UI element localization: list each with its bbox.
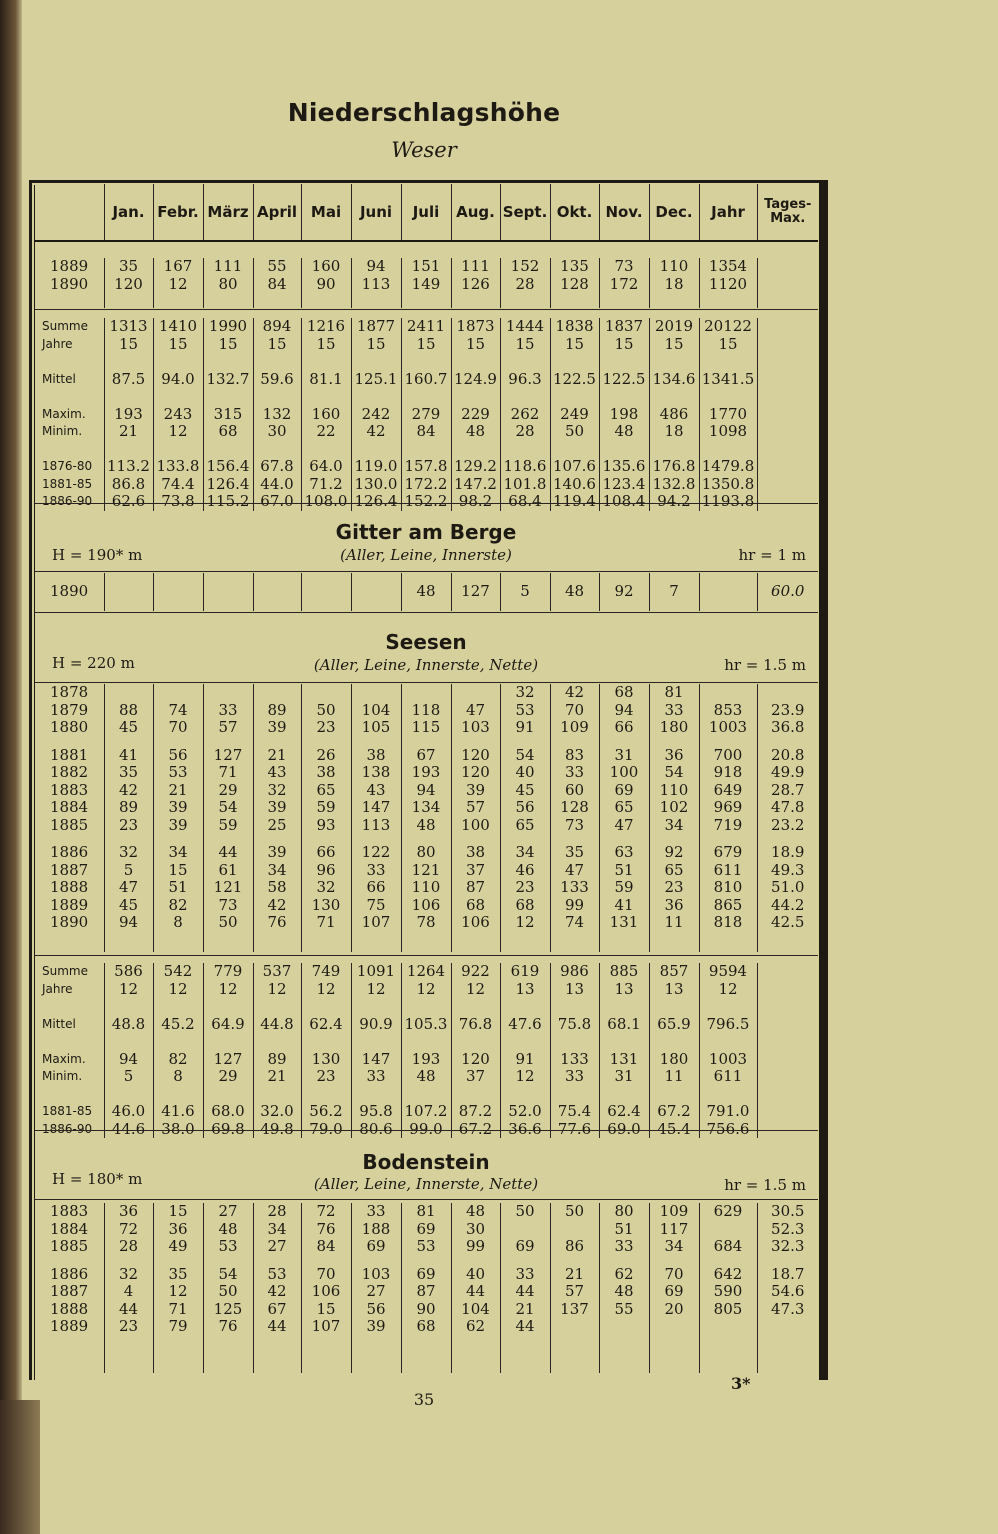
- seesen-cell: 56 53 21 39 39: [168, 745, 188, 834]
- divider: [34, 955, 818, 956]
- seesen-cell: 34 15 51 82 8: [168, 843, 188, 931]
- seesen-cell: 81 33 180: [659, 683, 689, 736]
- seesen-cell: 853 1003: [708, 700, 748, 736]
- seesen-stat-cell: 586 12 48.8 94 5 46.0 44.6: [111, 962, 146, 1138]
- seesen-cell: 74 70: [168, 700, 188, 736]
- header-mar: März: [203, 184, 253, 241]
- gitter-tagesmax: 60.0: [771, 582, 805, 601]
- seesen-cell: 35 47 133 99 74: [560, 843, 589, 931]
- bodenstein-cell: 50 69: [515, 1202, 535, 1255]
- gitter-cell: 48: [564, 582, 585, 601]
- book-spine-corner: [0, 1400, 40, 1534]
- weser-year-labels: 1889: [50, 257, 89, 275]
- seesen-cell: 67 193 94 134 48: [411, 745, 441, 834]
- weser-cell: 167 12: [163, 257, 193, 293]
- bodenstein-section-header: [34, 1140, 818, 1200]
- weser-stat-cell: 1837 15 122.5 198 48 135.6 123.4 108.4: [602, 317, 646, 510]
- seesen-stat-cell: 1091 12 90.9 147 33 95.8 80.6: [356, 962, 396, 1138]
- bodenstein-years: [34, 1203, 818, 1373]
- seesen-cell: 700 918 649 969 719: [713, 745, 743, 834]
- weser-stat-cell: 2411 15 160.7 279 84 157.8 172.2 152.2: [404, 317, 448, 510]
- weser-stat-cell: 1216 15 81.1 160 22 64.0 71.2 108.0: [304, 317, 348, 510]
- weser-cell: 110 18: [659, 257, 689, 293]
- gitter-rivers: (Aller, Leine, Innerste): [340, 546, 512, 564]
- gitter-year: 1890: [50, 582, 89, 601]
- page-number: 35: [413, 1390, 435, 1409]
- seesen-stat-cell: 986 13 75.8 133 33 75.4 77.6: [557, 962, 592, 1138]
- bodenstein-hr: hr = 1.5 m: [724, 1176, 806, 1194]
- header-nov: Nov.: [599, 184, 649, 241]
- bodenstein-cell: 18.7 54.6 47.3: [771, 1264, 805, 1318]
- seesen-years-group1: 1878 1879 1880: [50, 683, 89, 736]
- weser-cell: 135 128: [560, 257, 589, 293]
- seesen-cell: 68 94 66: [614, 683, 634, 736]
- gitter-cell: 7: [669, 582, 679, 601]
- seesen-cell: 127 71 29 54 59: [213, 745, 243, 834]
- header-okt: Okt.: [550, 184, 599, 241]
- seesen-cell: 88 45: [118, 700, 139, 736]
- header-blank: [34, 184, 104, 241]
- bodenstein-cell: 35 12 71 79: [168, 1264, 188, 1335]
- page-title: Niederschlagshöhe: [287, 98, 561, 127]
- gitter-cell: 48: [416, 582, 436, 601]
- seesen-stat-cell: 885 13 68.1 131 31 62.4 69.0: [607, 962, 641, 1138]
- gitter-height: H = 190* m: [52, 546, 143, 564]
- seesen-stat-cell: 542 12 45.2 82 8 41.6 38.0: [161, 962, 195, 1138]
- seesen-stat-cell: 922 12 76.8 120 37 87.2 67.2: [458, 962, 493, 1138]
- header-aug: Aug.: [451, 184, 500, 241]
- weser-cell: 111 126: [461, 257, 490, 293]
- weser-stat-cell: 1990 15 132.7 315 68 156.4 126.4 115.2: [206, 317, 250, 510]
- seesen-years: [34, 684, 818, 952]
- seesen-cell: 44 61 121 73 50: [213, 843, 243, 931]
- weser-cell: 73 172: [609, 257, 639, 293]
- header-tagesmax-line2: Max.: [770, 211, 806, 226]
- bodenstein-cell: 27 48 53: [218, 1202, 238, 1255]
- bodenstein-title: Bodenstein: [362, 1150, 490, 1174]
- seesen-cell: 66 96 32 130 71: [311, 843, 341, 931]
- header-tagesmax-line1: Tages-: [764, 197, 812, 212]
- weser-stat-cell: 1410 15 94.0 243 12 133.8 74.4 73.8: [156, 317, 200, 510]
- seesen-stats-labels: Summe Jahre Mittel Maxim. Minim. 1881-85 1886-90: [42, 964, 93, 1136]
- seesen-cell: 47 103: [461, 700, 490, 736]
- bodenstein-cell: 629 684: [713, 1202, 743, 1255]
- seesen-stat-cell: 1264 12 105.3 193 48 107.2 99.0: [404, 962, 448, 1138]
- bodenstein-cell: 642 590 805: [713, 1264, 743, 1318]
- seesen-years-group3: 1886 1887 1888 1889 1890: [50, 843, 89, 931]
- seesen-cell: 32 5 47 45 94: [118, 843, 139, 931]
- divider: [34, 1199, 818, 1200]
- seesen-cell: 34 46 23 68 12: [515, 843, 535, 931]
- page-subtitle: Weser: [391, 138, 457, 162]
- seesen-stat-cell: 779 12 64.9 127 29 68.0 69.8: [211, 962, 245, 1138]
- weser-cell: 151 149: [411, 257, 441, 293]
- header-mai: Mai: [301, 184, 351, 241]
- header-jun: Juni: [351, 184, 401, 241]
- bodenstein-cell: 36 72 28: [118, 1202, 139, 1255]
- seesen-cell: 63 51 59 41 131: [609, 843, 639, 931]
- divider: [34, 571, 818, 572]
- weser-stat-cell: 1313 15 87.5 193 21 113.2 86.8 62.6: [107, 317, 150, 510]
- weser-stat-cell: 1873 15 124.9 229 48 129.2 147.2 98.2: [454, 317, 497, 510]
- seesen-cell: 92 65 23 36 11: [664, 843, 684, 931]
- weser-cell: 55 84: [267, 257, 287, 293]
- header-tagesmax: [757, 184, 818, 241]
- bodenstein-years-group2: 1886 1887 1888 1889: [50, 1264, 89, 1335]
- weser-cell: 35 120: [114, 257, 143, 293]
- bodenstein-height: H = 180* m: [52, 1170, 143, 1188]
- bodenstein-cell: 80 51 33: [614, 1202, 634, 1255]
- gitter-row: [34, 573, 818, 611]
- bodenstein-cell: 70 69 20: [664, 1264, 684, 1318]
- weser-stat-cell: 20122 15 1341.5 1770 1098 1479.8 1350.8 1193.8: [701, 317, 755, 510]
- bodenstein-cell: 53 42 67 44: [267, 1264, 287, 1335]
- seesen-stat-cell: 857 13 65.9 180 11 67.2 45.4: [657, 962, 691, 1138]
- divider: [34, 1130, 818, 1131]
- header-sep: Sept.: [500, 184, 550, 241]
- signature-mark: 3*: [731, 1374, 751, 1393]
- header-jan: Jan.: [104, 184, 153, 241]
- seesen-cell: 120 120 39 57 100: [461, 745, 490, 834]
- seesen-cell: 26 38 65 59 93: [316, 745, 336, 834]
- bodenstein-cell: 33 44 21 44: [515, 1264, 535, 1335]
- weser-stat-cell: 2019 15 134.6 486 18 176.8 132.8 94.2: [652, 317, 696, 510]
- seesen-height: H = 220 m: [52, 654, 135, 672]
- seesen-hr: hr = 1.5 m: [724, 656, 806, 674]
- seesen-cell: 20.8 49.9 28.7 47.8 23.2: [771, 745, 805, 834]
- seesen-cell: 18.9 49.3 51.0 44.2 42.5: [771, 843, 805, 931]
- gitter-section-header: [34, 512, 818, 572]
- seesen-stat-cell: 537 12 44.8 89 21 32.0 49.8: [260, 962, 294, 1138]
- bodenstein-cell: 62 48 55: [614, 1264, 634, 1318]
- seesen-cell: 36 54 110 102 34: [659, 745, 689, 834]
- header-apr: April: [253, 184, 301, 241]
- seesen-cell: 83 33 60 128 73: [560, 745, 589, 834]
- seesen-stat-cell: 619 13 47.6 91 12 52.0 36.6: [508, 962, 542, 1138]
- seesen-cell: 104 105: [361, 700, 391, 736]
- divider: [34, 682, 818, 683]
- seesen-title: Seesen: [385, 630, 467, 654]
- bodenstein-cell: 48 30 99: [465, 1202, 486, 1255]
- bodenstein-cell: 103 27 56 39: [361, 1264, 391, 1335]
- bodenstein-cell: 40 44 104 62: [461, 1264, 490, 1335]
- seesen-stat-cell: 749 12 62.4 130 23 56.2 79.0: [309, 962, 343, 1138]
- seesen-cell: 23.9 36.8: [771, 700, 805, 736]
- seesen-cell: 122 33 66 75 107: [361, 843, 391, 931]
- bodenstein-cell: 70 106 15 107: [311, 1264, 341, 1335]
- header-jahr: Jahr: [699, 184, 757, 241]
- seesen-cell: 41 35 42 89 23: [118, 745, 139, 834]
- bodenstein-cell: 32 4 44 23: [118, 1264, 139, 1335]
- weser-year-label-2: 1890: [50, 274, 89, 293]
- gitter-title: Gitter am Berge: [335, 520, 517, 544]
- bodenstein-cell: 69 87 90 68: [416, 1264, 436, 1335]
- weser-stats: [34, 318, 818, 511]
- bodenstein-cell: 33 188 69: [361, 1202, 391, 1255]
- weser-cell: 152 28: [510, 257, 540, 293]
- table-frame-right-border: [822, 180, 828, 1380]
- seesen-cell: 118 115: [411, 700, 441, 736]
- gitter-hr: hr = 1 m: [738, 546, 806, 564]
- header-dec: Dec.: [649, 184, 699, 241]
- header-jul: Juli: [401, 184, 451, 241]
- weser-cell: 94 113: [361, 257, 391, 293]
- weser-cell: 1354 1120: [708, 257, 748, 293]
- bodenstein-cell: 72 76 84: [316, 1202, 336, 1255]
- weser-years: [34, 258, 818, 308]
- table-header: [34, 184, 818, 242]
- seesen-rivers: (Aller, Leine, Innerste, Nette): [313, 656, 539, 674]
- bodenstein-cell: 28 34 27: [267, 1202, 287, 1255]
- seesen-cell: 38 138 43 147 113: [361, 745, 391, 834]
- divider: [34, 612, 818, 613]
- seesen-cell: 679 611 810 865 818: [713, 843, 743, 931]
- weser-stat-cell: 894 15 59.6 132 30 67.8 44.0 67.0: [260, 317, 294, 510]
- seesen-cell: 89 39: [267, 700, 287, 736]
- gitter-cell: 5: [520, 582, 530, 601]
- bodenstein-cell: 54 50 125 76: [213, 1264, 243, 1335]
- book-spine: [0, 0, 22, 1534]
- seesen-cell: 39 34 58 42 76: [267, 843, 287, 931]
- seesen-cell: 50 23: [316, 700, 336, 736]
- bodenstein-cell: 21 57 137: [560, 1264, 589, 1318]
- bodenstein-cell: 50 86: [564, 1202, 585, 1255]
- weser-cell: 160 90: [311, 257, 341, 293]
- bodenstein-rivers: (Aller, Leine, Innerste, Nette): [313, 1175, 539, 1193]
- weser-cell: 111 80: [213, 257, 243, 293]
- seesen-cell: 80 121 110 106 78: [411, 843, 441, 931]
- weser-stats-labels: Summe Jahre Mittel Maxim. Minim. 1876-80 1881-85 1886-90: [42, 319, 93, 508]
- gitter-cell: 127: [461, 582, 490, 601]
- divider: [34, 309, 818, 310]
- gitter-cell: 92: [614, 582, 634, 601]
- seesen-years-group2: 1881 1882 1883 1884 1885: [50, 745, 89, 834]
- header-feb: Febr.: [153, 184, 203, 241]
- seesen-stats: [34, 963, 818, 1138]
- seesen-section-header: [34, 622, 818, 682]
- seesen-cell: 38 37 87 68 106: [461, 843, 490, 931]
- seesen-cell: 54 40 45 56 65: [515, 745, 535, 834]
- bodenstein-cell: 30.5 52.3 32.3: [771, 1202, 805, 1255]
- seesen-stat-cell: 9594 12 796.5 1003 611 791.0 756.6: [706, 962, 750, 1138]
- weser-stat-cell: 1444 15 96.3 262 28 118.6 101.8 68.4: [503, 317, 547, 510]
- seesen-cell: 21 43 32 39 25: [267, 745, 287, 834]
- divider: [34, 503, 818, 504]
- bodenstein-cell: 15 36 49: [168, 1202, 188, 1255]
- seesen-cell: 42 70 109: [560, 683, 589, 736]
- seesen-cell: 33 57: [218, 700, 238, 736]
- weser-stat-cell: 1838 15 122.5 249 50 107.6 140.6 119.4: [553, 317, 596, 510]
- bodenstein-cell: 81 69 53: [416, 1202, 436, 1255]
- weser-stat-cell: 1877 15 125.1 242 42 119.0 130.0 126.4: [354, 317, 398, 510]
- seesen-cell: 31 100 69 65 47: [609, 745, 639, 834]
- bodenstein-cell: 109 117 34: [659, 1202, 689, 1255]
- bodenstein-years-group1: 1883 1884 1885: [50, 1202, 89, 1255]
- seesen-cell: 32 53 91: [515, 683, 535, 736]
